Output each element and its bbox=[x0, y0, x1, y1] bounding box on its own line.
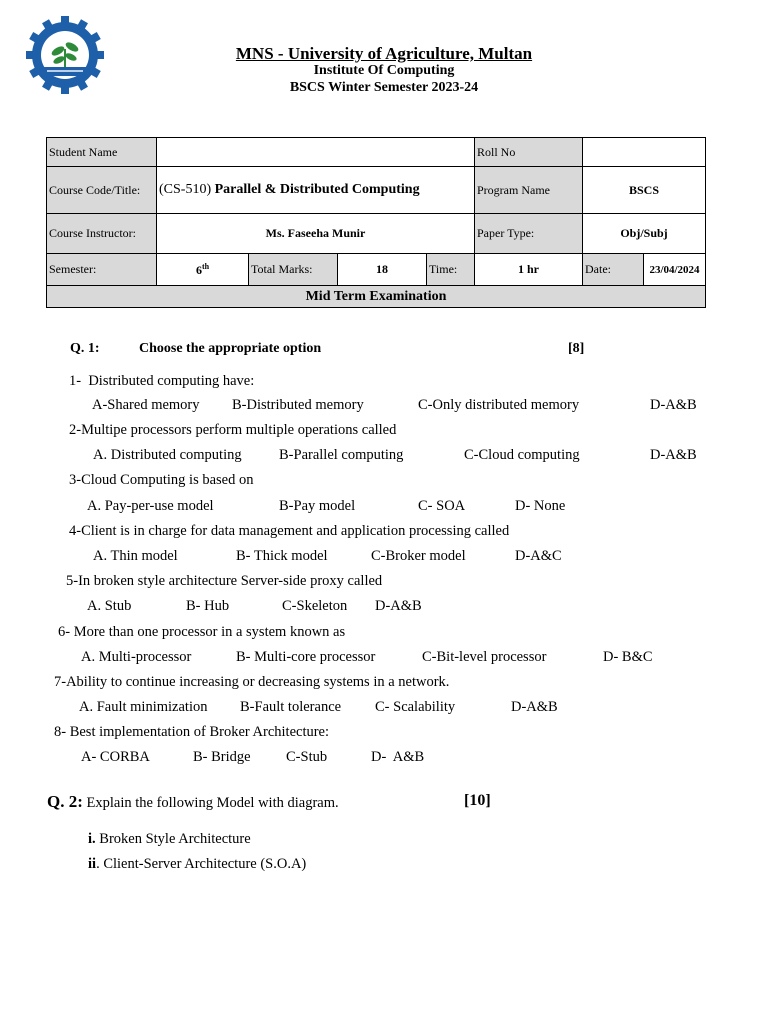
mcq-option: A- CORBA bbox=[81, 749, 150, 765]
date-value: 23/04/2024 bbox=[644, 254, 706, 286]
program-value: BSCS bbox=[583, 167, 706, 214]
q2-number: Q. 2: bbox=[47, 792, 83, 811]
instructor-value: Ms. Faseeha Munir bbox=[157, 214, 475, 254]
time-value: 1 hr bbox=[475, 254, 583, 286]
q2-item-num: i. bbox=[88, 831, 96, 847]
roll-no-field[interactable] bbox=[583, 138, 706, 167]
mcq-option: A. Fault minimization bbox=[79, 699, 208, 715]
mcq-option: B- Thick model bbox=[236, 548, 328, 564]
course-title-cell bbox=[157, 167, 475, 214]
student-name-label: Student Name bbox=[47, 138, 157, 167]
mcq-option: B- Multi-core processor bbox=[236, 649, 376, 665]
mcq-option: B-Parallel computing bbox=[279, 447, 404, 463]
mcq-option: C-Cloud computing bbox=[464, 447, 580, 463]
date-label: Date: bbox=[583, 254, 644, 286]
q1-marks: [8] bbox=[568, 341, 585, 356]
q2-item-text: Broken Style Architecture bbox=[95, 831, 251, 847]
mcq-question: 4-Client is in charge for data management and application processing called bbox=[69, 523, 510, 539]
mcq-question: 7-Ability to continue increasing or decreasing systems in a network. bbox=[54, 674, 450, 690]
student-name-field[interactable] bbox=[157, 138, 475, 167]
mcq-option: B- Bridge bbox=[193, 749, 251, 765]
university-title: MNS - University of Agriculture, Multan bbox=[235, 44, 533, 63]
q2-instruction: Explain the following Model with diagram. bbox=[86, 795, 339, 811]
semester-value: 6 bbox=[195, 262, 202, 277]
mcq-option: A. Pay-per-use model bbox=[87, 498, 214, 514]
q1-number: Q. 1: bbox=[70, 341, 100, 356]
total-marks-label: Total Marks: bbox=[249, 254, 338, 286]
mcq-question: 6- More than one processor in a system known as bbox=[58, 624, 346, 640]
paper-type-value: Obj/Subj bbox=[583, 214, 706, 254]
exam-title: Mid Term Examination bbox=[47, 286, 706, 308]
course-title: Parallel & Distributed Computing bbox=[214, 182, 420, 197]
mcq-option: D-A&B bbox=[650, 447, 697, 463]
semester-label: Semester: bbox=[47, 254, 157, 286]
q2-item bbox=[88, 856, 306, 873]
mcq-option: D-A&C bbox=[515, 548, 562, 564]
mcq-option: D- A&B bbox=[371, 749, 425, 765]
instructor-label: Course Instructor: bbox=[47, 214, 157, 254]
time-label: Time: bbox=[427, 254, 475, 286]
q2-item-text: . Client-Server Architecture (S.O.A) bbox=[96, 856, 307, 872]
semester-sup: th bbox=[201, 261, 210, 271]
mcq-option: D- None bbox=[515, 498, 566, 514]
course-label: Course Code/Title: bbox=[47, 167, 157, 214]
mcq-option: C-Stub bbox=[286, 749, 328, 765]
mcq-option: D- B&C bbox=[603, 649, 653, 665]
q2-item-num: ii bbox=[88, 856, 97, 872]
mcq-option: C-Bit-level processor bbox=[422, 649, 547, 665]
mcq-option: B- Hub bbox=[186, 598, 230, 614]
roll-no-label: Roll No bbox=[475, 138, 583, 167]
mcq-option: C-Only distributed memory bbox=[418, 397, 580, 413]
paper-type-label: Paper Type: bbox=[475, 214, 583, 254]
mcq-option: D-A&B bbox=[650, 397, 697, 413]
mcq-option: C- Scalability bbox=[375, 699, 456, 715]
mcq-option: A. Multi-processor bbox=[81, 649, 192, 665]
course-code: (CS-510) bbox=[159, 182, 212, 197]
mcq-question: 2-Multipe processors perform multiple operations called bbox=[69, 422, 397, 438]
mcq-option: C-Broker model bbox=[371, 548, 466, 564]
mcq-option: B-Distributed memory bbox=[232, 397, 364, 413]
mcq-question: 3-Cloud Computing is based on bbox=[69, 472, 254, 488]
q2-marks: [10] bbox=[464, 792, 491, 809]
mcq-option: B-Fault tolerance bbox=[240, 699, 342, 715]
semester-title: BSCS Winter Semester 2023-24 bbox=[289, 80, 479, 95]
institute-title: Institute Of Computing bbox=[313, 63, 455, 78]
mcq-option: A-Shared memory bbox=[92, 397, 200, 413]
mcq-option: D-A&B bbox=[511, 699, 558, 715]
mcq-question: 5-In broken style architecture Server-side proxy called bbox=[66, 573, 383, 589]
mcq-option: A. Distributed computing bbox=[93, 447, 242, 463]
mcq-option: A. Thin model bbox=[93, 548, 178, 564]
mcq-option: D-A&B bbox=[375, 598, 422, 614]
q2-item bbox=[88, 831, 251, 848]
q1-instruction: Choose the appropriate option bbox=[139, 341, 322, 356]
total-marks-value: 18 bbox=[338, 254, 427, 286]
mcq-option: A. Stub bbox=[87, 598, 132, 614]
mcq-option: B-Pay model bbox=[279, 498, 356, 514]
q2-heading bbox=[47, 792, 491, 812]
mcq-question: 8- Best implementation of Broker Architecture: bbox=[54, 724, 330, 740]
exam-info-table bbox=[46, 137, 706, 308]
program-label: Program Name bbox=[475, 167, 583, 214]
mcq-option: C- SOA bbox=[418, 498, 466, 514]
mcq-option: C-Skeleton bbox=[282, 598, 348, 614]
mcq-question: 1- Distributed computing have: bbox=[69, 373, 255, 389]
semester-value-cell bbox=[157, 254, 249, 286]
